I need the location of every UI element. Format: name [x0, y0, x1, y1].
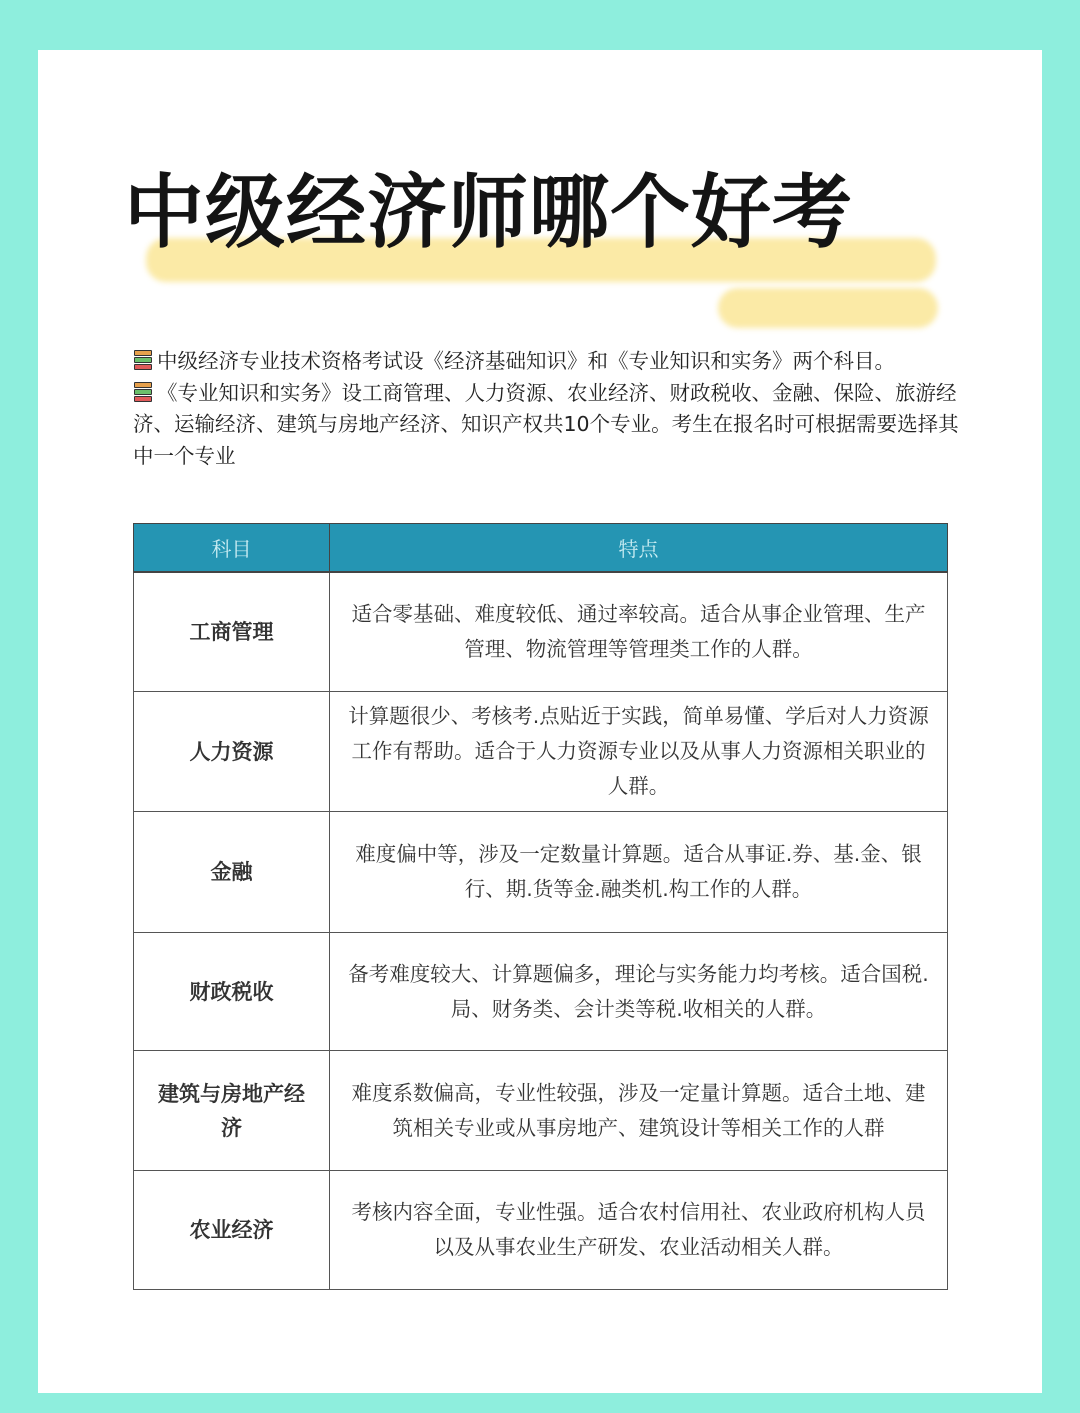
books-icon: [133, 350, 153, 372]
books-icon: [133, 382, 153, 404]
table-row: [134, 933, 948, 1051]
feature-cell: 计算题很少、考核考.点贴近于实践，简单易懂、学后对人力资源工作有帮助。适合于人力资源专业以及从事人力资源相关职业的人群。: [330, 692, 948, 812]
feature-cell: 适合零基础、难度较低、通过率较高。适合从事企业管理、生产管理、物流管理等管理类工作的人群。: [330, 572, 948, 692]
table-row: [134, 1171, 948, 1290]
table-row: [134, 572, 948, 692]
intro-text-1: 中级经济专业技术资格考试设《经济基础知识》和《专业知识和实务》两个科目。: [157, 349, 895, 373]
subject-cell: 农业经济: [134, 1171, 330, 1290]
subjects-table: [133, 523, 948, 1290]
header-subject: 科目: [134, 524, 330, 572]
intro-text-2: 《专业知识和实务》设工商管理、人力资源、农业经济、财政税收、金融、保险、旅游经 济、运输经济、建筑与房地产经济、知识产权共10个专业。考生在报名时可根据需要选择其中一个专业: [133, 380, 959, 468]
subject-cell: 人力资源: [134, 692, 330, 812]
subject-cell: 财政税收: [134, 933, 330, 1051]
subject-cell: 金融: [134, 812, 330, 933]
feature-cell: 难度系数偏高，专业性较强，涉及一定量计算题。适合土地、建筑相关专业或从事房地产、建筑设计等相关工作的人群: [330, 1051, 948, 1171]
table-row: [134, 1051, 948, 1171]
page-title: 中级经济师哪个好考: [124, 166, 853, 259]
subject-cell: 工商管理: [134, 572, 330, 692]
table-header-row: [134, 524, 948, 572]
intro-line-2: [133, 378, 973, 473]
intro-paragraph: [133, 346, 973, 472]
title-highlight-accent: [718, 288, 938, 328]
feature-cell: 考核内容全面，专业性强。适合农村信用社、农业政府机构人员以及从事农业生产研发、农业活动相关人群。: [330, 1171, 948, 1290]
content-card: [38, 50, 1042, 1393]
intro-line-1: [133, 346, 973, 378]
subject-cell: 建筑与房地产经济: [134, 1051, 330, 1171]
feature-cell: 难度偏中等，涉及一定数量计算题。适合从事证.券、基.金、银行、期.货等金.融类机.构工作的人群。: [330, 812, 948, 933]
header-feature: 特点: [330, 524, 948, 572]
table-row: [134, 812, 948, 933]
feature-cell: 备考难度较大、计算题偏多，理论与实务能力均考核。适合国税.局、财务类、会计类等税.收相关的人群。: [330, 933, 948, 1051]
title-area: [38, 148, 1042, 298]
table-row: [134, 692, 948, 812]
